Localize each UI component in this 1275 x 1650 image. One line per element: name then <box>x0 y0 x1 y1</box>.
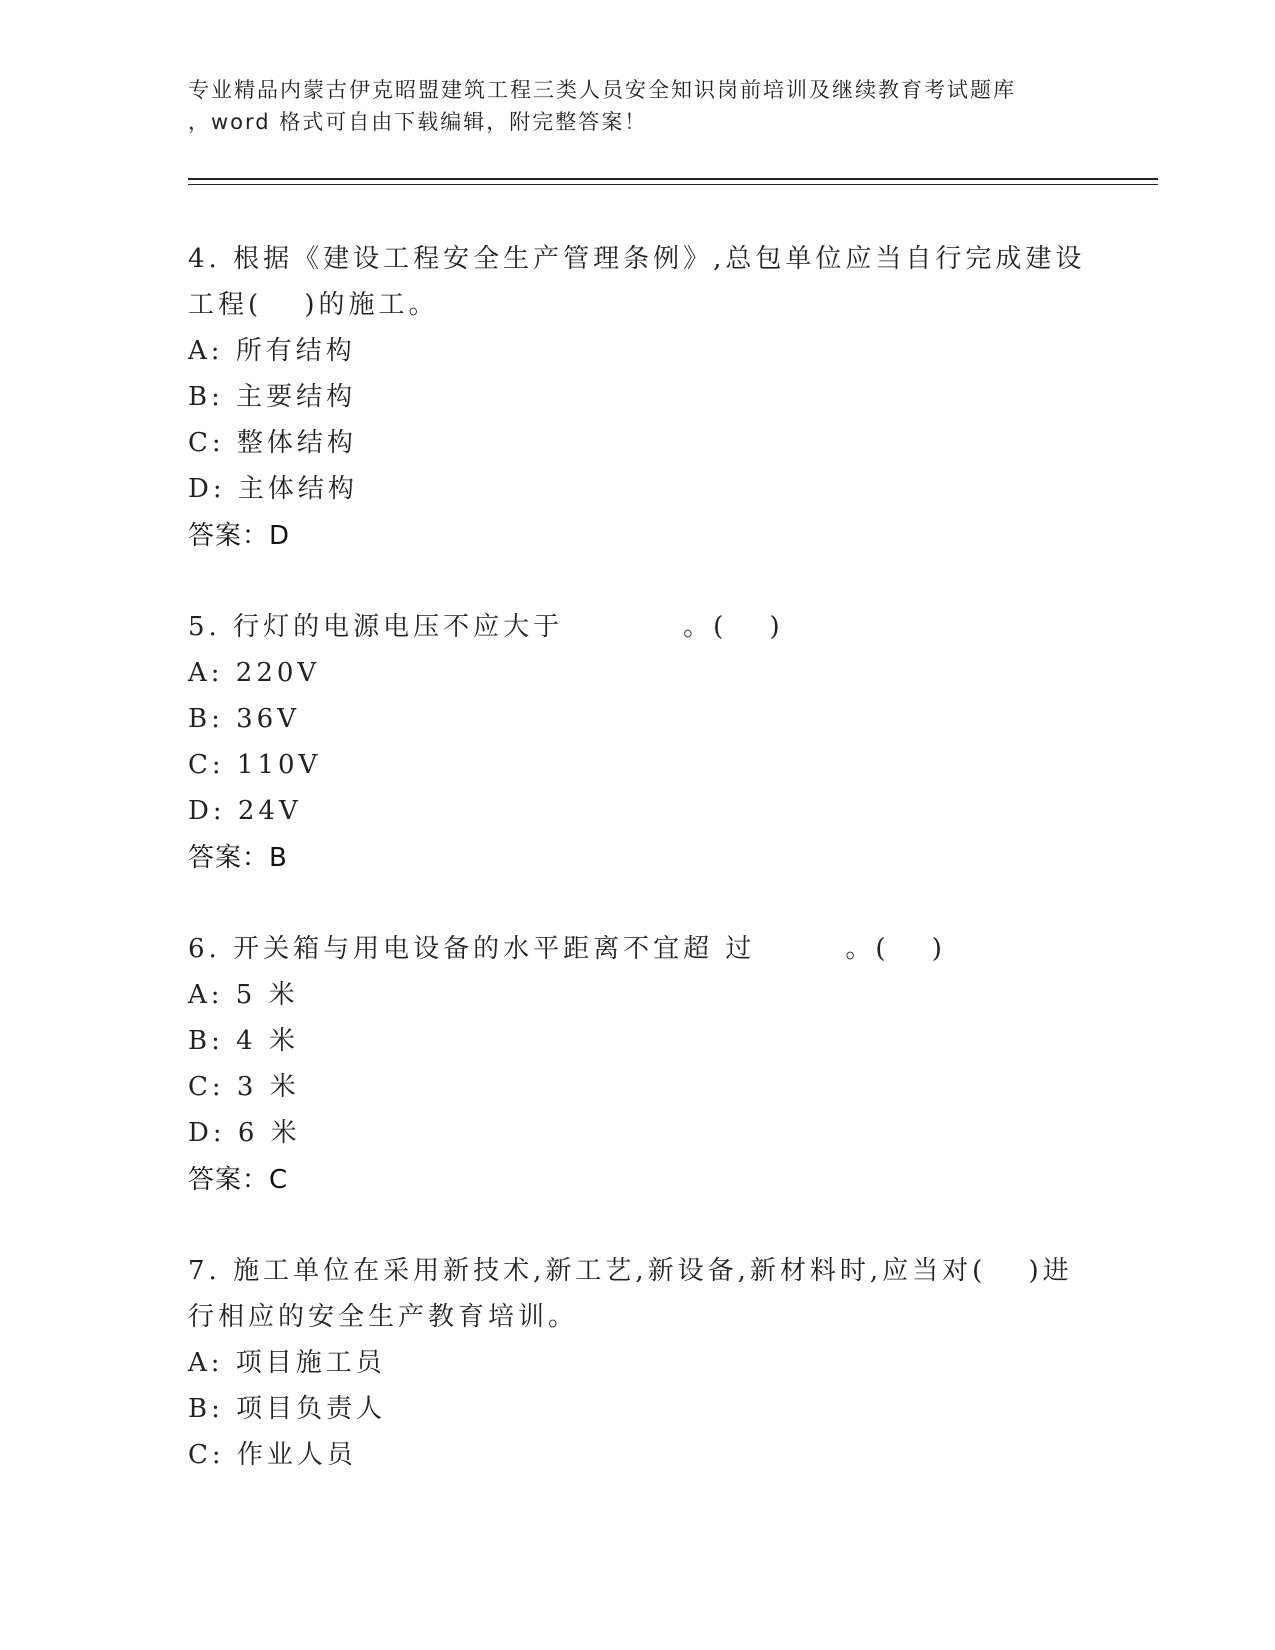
document-header <box>188 74 1128 138</box>
option-d: D: 6 米 <box>188 1118 301 1148</box>
header-line-1: 专业精品内蒙古伊克昭盟建筑工程三类人员安全知识岗前培训及继续教育考试题库 <box>188 78 1016 102</box>
option-b: B: 36V <box>188 704 300 734</box>
option-b: B: 4 米 <box>188 1026 299 1056</box>
option-c: C: 3 米 <box>188 1072 300 1102</box>
question-stem-line: 工程( )的施工。 <box>188 290 439 320</box>
question-list <box>188 236 1118 1522</box>
option-c: C: 整体结构 <box>188 428 357 458</box>
header-divider-thin <box>188 184 1158 185</box>
question-4 <box>188 236 1118 560</box>
option-c: C: 作业人员 <box>188 1440 357 1470</box>
option-a: A: 项目施工员 <box>188 1348 386 1378</box>
option-a: A: 5 米 <box>188 980 299 1010</box>
header-line-2: ，word 格式可自由下载编辑，附完整答案！ <box>188 110 648 134</box>
option-a: A: 220V <box>188 658 321 688</box>
question-5 <box>188 604 1118 882</box>
answer-line: 答案：B <box>188 843 288 873</box>
question-stem-line: 6. 开关箱与用电设备的水平距离不宜超 过 。( ) <box>188 934 946 964</box>
question-stem-line: 行相应的安全生产教育培训。 <box>188 1302 579 1332</box>
question-stem-line: 4. 根据《建设工程安全生产管理条例》,总包单位应当自行完成建设 <box>188 244 1086 274</box>
answer-line: 答案：D <box>188 521 291 551</box>
question-stem-line: 5. 行灯的电源电压不应大于 。( ) <box>188 612 784 642</box>
option-d: D: 主体结构 <box>188 474 358 504</box>
question-7 <box>188 1248 1118 1478</box>
option-c: C: 110V <box>188 750 322 780</box>
option-b: B: 主要结构 <box>188 382 357 412</box>
option-b: B: 项目负责人 <box>188 1394 387 1424</box>
option-d: D: 24V <box>188 796 302 826</box>
question-stem-line: 7. 施工单位在采用新技术,新工艺,新设备,新材料时,应当对( )进 <box>188 1256 1073 1286</box>
option-a: A: 所有结构 <box>188 336 356 366</box>
header-divider-thick <box>188 178 1158 180</box>
question-6 <box>188 926 1118 1204</box>
answer-line: 答案：C <box>188 1165 289 1195</box>
